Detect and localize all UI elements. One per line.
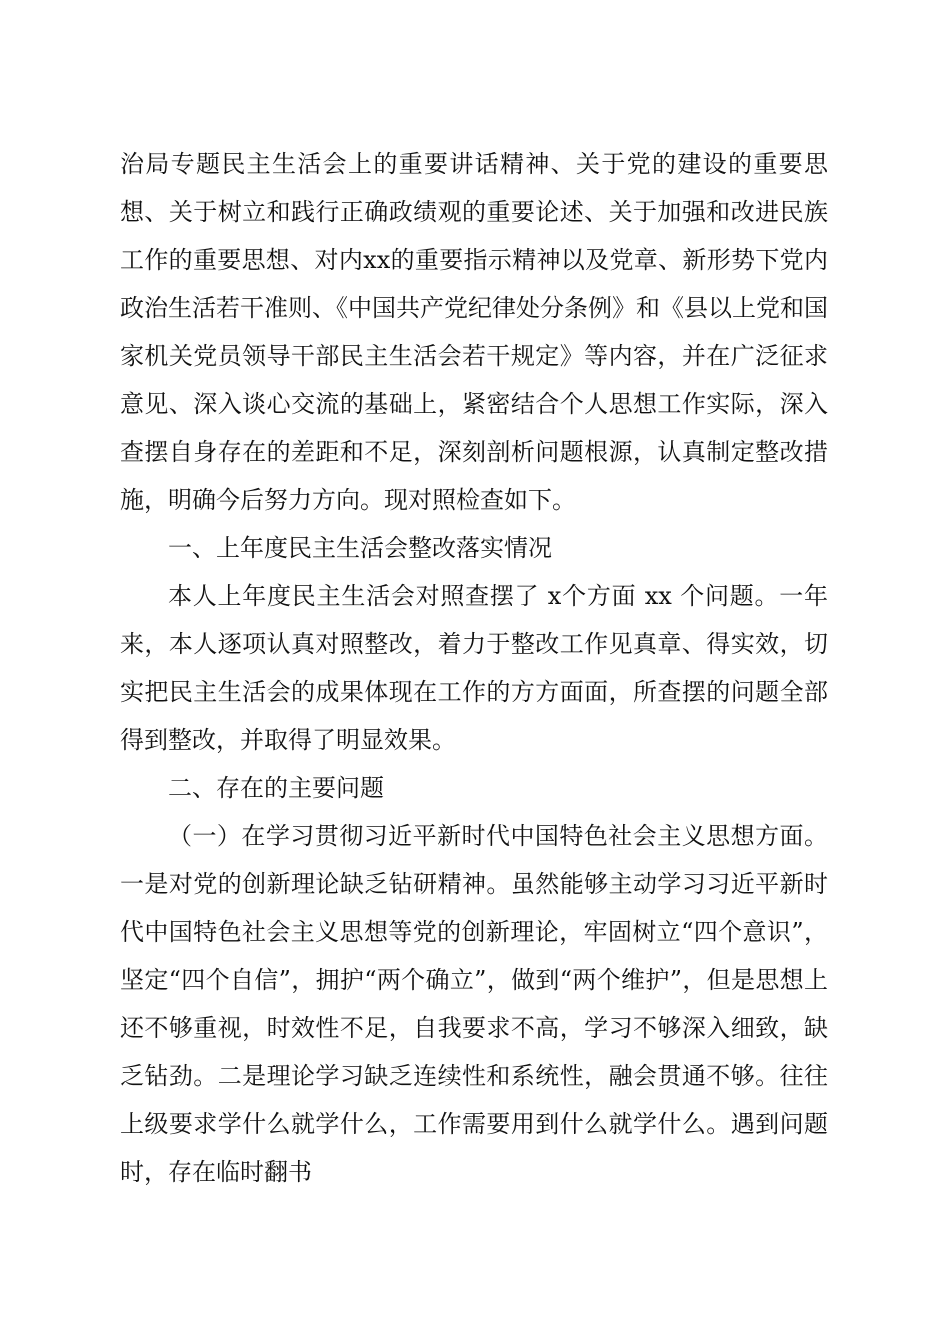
- paragraph-problem-1-text: 一是对党的创新理论缺乏钻研精神。虽然能够主动学习习近平新时代中国特色社会主义思想等党的创新理论，牢固树立“四个意识”，坚定“四个自信”，拥护“两个确立”，做到“两个维护”，但是思想上还不够重视，时效性不足，自我要求不高，学习不够深入细致，缺乏钻劲。二是理论学习缺乏连续性和系统性，融会贯通不够。往往上级要求学什么就学什么，工作需要用到什么就学什么。遇到问题时，存在临时翻书: [120, 870, 828, 1186]
- paragraph-intro-continued: 治局专题民主生活会上的重要讲话精神、关于党的建设的重要思想、关于树立和践行正确政绩观的重要论述、关于加强和改进民族工作的重要思想、对内xx的重要指示精神以及党章、新形势下党内政治生活若干准则、《中国共产党纪律处分条例》和《县以上党和国家机关党员领导干部民主生活会若干规定》等内容，并在广泛征求意见、深入谈心交流的基础上，紧密结合个人思想工作实际，深入查摆自身存在的差距和不足，深刻剖析问题根源，认真制定整改措施，明确今后努力方向。现对照检查如下。: [120, 150, 828, 514]
- document-body: [120, 140, 828, 1196]
- section-heading-main-problems: 二、存在的主要问题: [168, 774, 384, 802]
- paragraph-problem-1: [120, 812, 828, 1196]
- section-heading-rectification: 一、上年度民主生活会整改落实情况: [168, 534, 552, 562]
- paragraph-rectification: 本人上年度民主生活会对照查摆了 x个方面 xx 个问题。一年来，本人逐项认真对照整改，着力于整改工作见真章、得实效，切实把民主生活会的成果体现在工作的方方面面，所查摆的问题全部得到整改，并取得了明显效果。: [120, 582, 828, 754]
- subheading-study-thought: （一）在学习贯彻习近平新时代中国特色社会主义思想方面。: [168, 822, 828, 850]
